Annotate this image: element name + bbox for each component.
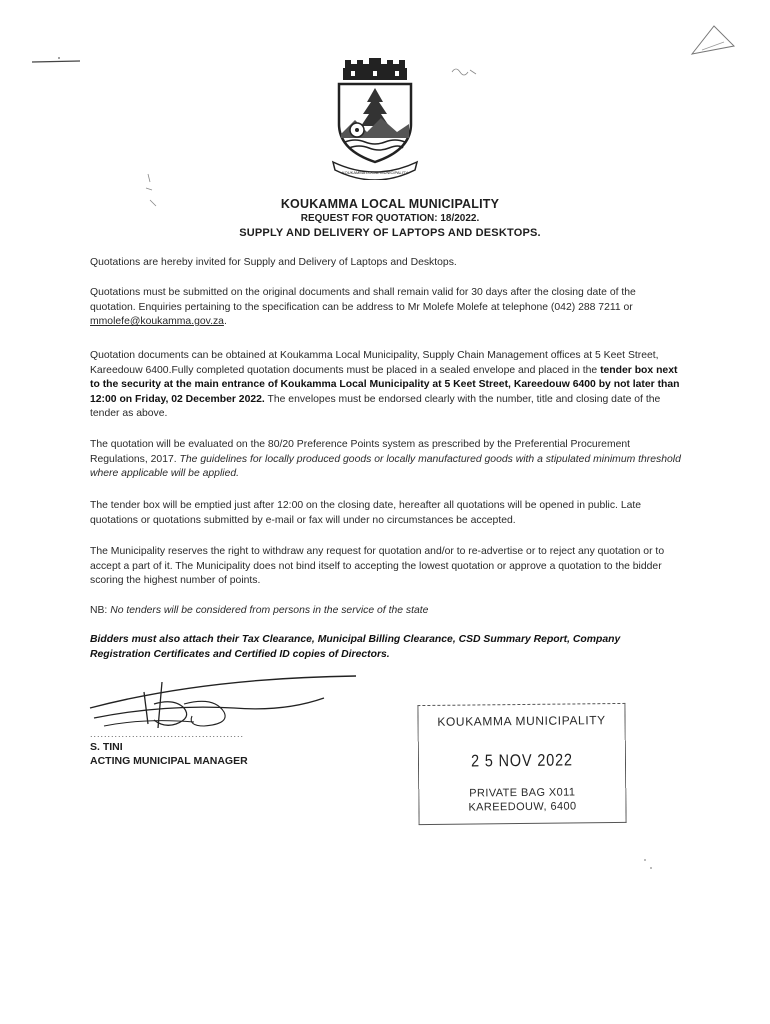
reservation-paragraph: The Municipality reserves the right to withdraw any request for quotation and/or to re-advertise or to reject any quotation or to accept a part of it. The Municipality does not bind itself to accepting the lowest quotation or approve a quotation to the bidder scoring the highest number of points. [90, 546, 665, 586]
corner-fold-mark [684, 20, 740, 60]
submission-paragraph [90, 286, 682, 330]
signatory-title: ACTING MUNICIPAL MANAGER [90, 755, 248, 767]
evaluation-text: The quotation will be evaluated on the 80/20 Preference Points system as prescribed by the Preferential Procurement Regulations, 2017. [90, 439, 631, 465]
scan-mark [30, 56, 84, 66]
evaluation-guidelines: The guidelines for locally produced goods or locally manufactured goods with a stipulated minimum threshold where applicable will be applied. [90, 453, 681, 479]
stamp-address-line-1: PRIVATE BAG X011 [469, 786, 576, 800]
attachments-paragraph: Bidders must also attach their Tax Clearance, Municipal Billing Clearance, CSD Summary Report, Company Registration Certificates and Certified ID copies of Directors. [90, 634, 621, 660]
submission-end: . [223, 316, 227, 327]
signatory-name: S. TINI [90, 741, 123, 753]
municipal-crest-logo [325, 58, 425, 180]
submission-text: Quotations must be submitted on the original documents and shall remain valid for 30 days after the closing date of the quotation. Enquiries pertaining to the specification can be address to Mr Molefe Molefe at telephone (042) 288 7211 or [90, 287, 636, 313]
nb-paragraph [90, 604, 682, 619]
stamp-date: 2 5 NOV 2022 [470, 750, 573, 771]
tender-box-instruction: tender box next to the security at the main entrance of Koukamma Local Municipality at 5 Keet Street, Kareedouw 6400 by not later than 12:00 on Friday, 02 December 2022. [90, 364, 680, 405]
nb-text: No tenders will be considered from persons in the service of the state [107, 605, 429, 616]
crest-motto: KOUKAMMA LOCAL MUNICIPALITY [341, 170, 409, 175]
documents-paragraph [90, 349, 682, 422]
request-reference: REQUEST FOR QUOTATION: 18/2022. [300, 213, 480, 224]
documents-end: The envelopes must be endorsed clearly with the number, title and closing date of the tender as above. [90, 393, 661, 419]
nb-label: NB: [90, 605, 108, 616]
enquiry-email-link[interactable]: mmolefe@koukamma.gov.za [90, 316, 224, 327]
signature-line: ............................................ [90, 729, 245, 739]
evaluation-paragraph [90, 438, 682, 482]
tender-box-paragraph: The tender box will be emptied just after 12:00 on the closing date, hereafter all quotations will be opened in public. Late quotations or quotations submitted by e-mail or fax will under no circumstances be accepted. [90, 500, 642, 526]
request-subject: SUPPLY AND DELIVERY OF LAPTOPS AND DESKTOPS. [239, 227, 541, 239]
received-stamp [417, 703, 626, 825]
invitation-paragraph: Quotations are hereby invited for Supply and Delivery of Laptops and Desktops. [90, 257, 457, 268]
organisation-title: KOUKAMMA LOCAL MUNICIPALITY [280, 197, 500, 211]
stamp-organisation: KOUKAMMA MUNICIPALITY [437, 713, 606, 729]
stamp-address-line-2: KAREEDOUW, 6400 [468, 800, 577, 814]
scan-mark [450, 64, 480, 78]
scan-mark [640, 856, 660, 872]
documents-text: Quotation documents can be obtained at Koukamma Local Municipality, Supply Chain Management offices at 5 Keet Street, Kareedouw 6400.Fully completed quotation documents must be placed in a sealed envelope and placed in the [90, 350, 659, 376]
